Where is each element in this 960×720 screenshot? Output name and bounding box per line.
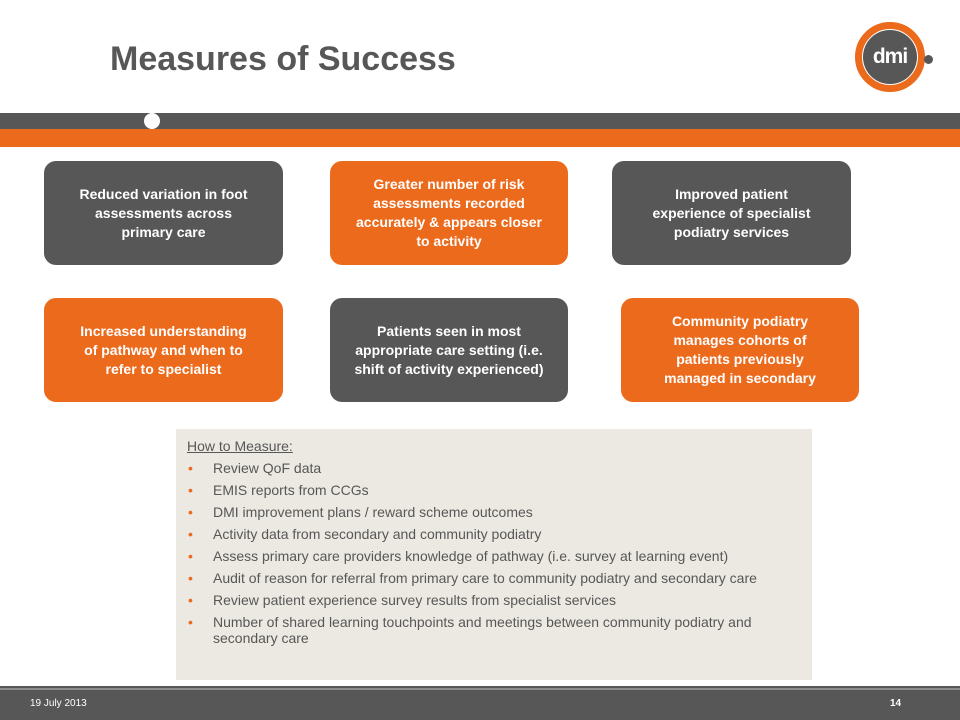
footer-bar: [0, 686, 960, 720]
card-appropriate-setting: Patients seen in most appropriate care setting (i.e. shift of activity experienced): [330, 298, 568, 402]
page-number: 14: [890, 698, 902, 709]
card-patient-experience: Improved patient experience of specialist podiatry services: [612, 161, 851, 265]
bullet-icon: •: [188, 614, 193, 630]
slide-title: Measures of Success: [110, 40, 456, 78]
dmi-logo: [855, 22, 925, 92]
list-item: • Activity data from secondary and community podiatry: [188, 526, 542, 542]
how-to-measure-heading: How to Measure:: [187, 438, 293, 454]
footer-date: 19 July 2013: [30, 698, 87, 709]
list-item: • Assess primary care providers knowledge of pathway (i.e. survey at learning event): [188, 548, 729, 564]
bullet-icon: •: [188, 592, 193, 608]
list-item: • Review patient experience survey results from specialist services: [188, 592, 617, 608]
header-band-dot: [144, 113, 160, 129]
card-increased-understanding: Increased understanding of pathway and when to refer to specialist: [44, 298, 283, 402]
bullet-icon: •: [188, 504, 193, 520]
list-item: • Number of shared learning touchpoints and meetings between community podiatry and secondary care: [188, 614, 752, 646]
card-community-podiatry: Community podiatry manages cohorts of patients previously managed in secondary: [621, 298, 859, 402]
list-item: • Audit of reason for referral from primary care to community podiatry and secondary care: [188, 570, 757, 586]
bullet-icon: •: [188, 548, 193, 564]
footer-line: [0, 688, 960, 690]
card-risk-assessments: Greater number of risk assessments recorded accurately & appears closer to activity: [330, 161, 568, 265]
how-to-measure-panel: [176, 429, 812, 680]
logo-dot: [924, 55, 933, 64]
header-band-orange: [0, 129, 960, 147]
list-item: • DMI improvement plans / reward scheme outcomes: [188, 504, 533, 520]
logo-text: dmi: [863, 30, 917, 84]
bullet-icon: •: [188, 570, 193, 586]
measure-list: [187, 460, 802, 646]
bullet-icon: •: [188, 526, 193, 542]
list-item: • EMIS reports from CCGs: [188, 482, 369, 498]
bullet-icon: •: [188, 460, 193, 476]
bullet-icon: •: [188, 482, 193, 498]
card-reduced-variation: Reduced variation in foot assessments across primary care: [44, 161, 283, 265]
list-item: • Review QoF data: [188, 460, 322, 476]
